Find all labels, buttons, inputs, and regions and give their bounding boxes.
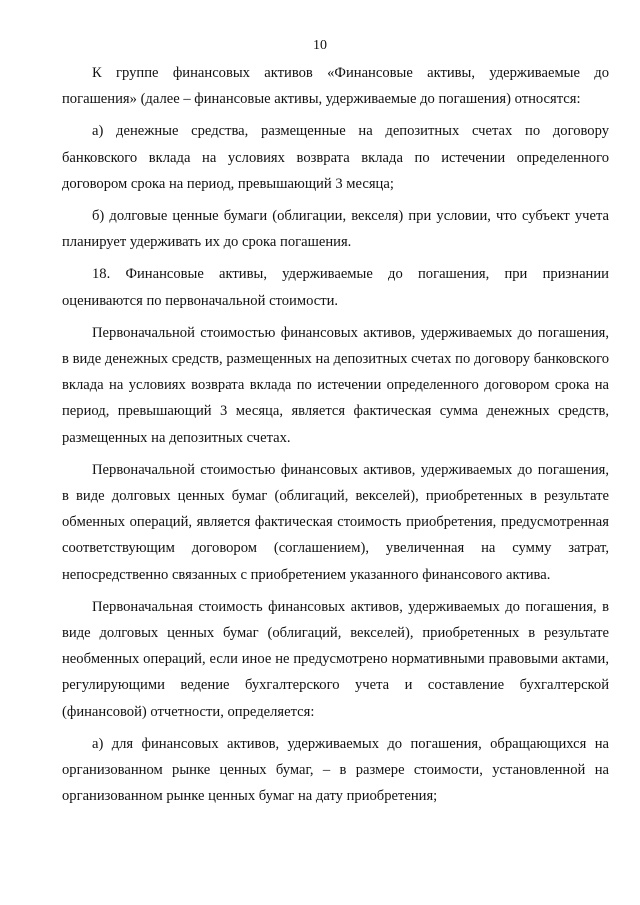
paragraph-initial-cost-exchange: Первоначальной стоимостью финансовых активов, удерживаемых до погашения, в виде долговых ценных бумаг (облигаций, векселей), приобретенных в результате обменных операций, является фактическая стоимость приобретения, предусмотренная соответствующим договором (соглашением), увеличенная на сумму затрат, непосредственно связанных с приобретением указанного финансового актива. — [62, 461, 609, 583]
paragraph-sub-item-a-market: а) для финансовых активов, удерживаемых до погашения, обращающихся на организованном рынке ценных бумаг, – в размере стоимости, установленной на организованном рынке ценных бумаг на дату приобретения; — [62, 735, 609, 805]
paragraph-initial-cost-deposits: Первоначальной стоимостью финансовых активов, удерживаемых до погашения, в виде денежных средств, размещенных на депозитных счетах по договору банковского вклада на условиях возврата вклада по истечении определенного договором срока на период, превышающий 3 месяца, является фактическая сумма денежных средств, размещенных на депозитных счетах. — [62, 324, 609, 446]
paragraph-item-a-deposits: а) денежные средства, размещенные на депозитных счетах по договору банковского вклада на условиях возврата вклада по истечении определенного договором срока на период, превышающий 3 месяца; — [62, 123, 609, 192]
document-body — [62, 60, 609, 811]
paragraph-intro: К группе финансовых активов «Финансовые активы, удерживаемые до погашения» (далее – финансовые активы, удерживаемые до погашения) относятся: — [62, 65, 609, 108]
page-number: 10 — [313, 38, 327, 53]
paragraph-item-b-securities: б) долговые ценные бумаги (облигации, векселя) при условии, что субъект учета планирует удерживать их до срока погашения. — [62, 208, 609, 251]
paragraph-clause-18: 18. Финансовые активы, удерживаемые до погашения, при признании оцениваются по первоначальной стоимости. — [62, 266, 609, 309]
paragraph-initial-cost-nonexchange: Первоначальная стоимость финансовых активов, удерживаемых до погашения, в виде долговых ценных бумаг (облигаций, векселей), приобретенных в результате необменных операций, если иное не предусмотрено нормативными правовыми актами, регулирующими ведение бухгалтерского учета и составление бухгалтерской (финансовой) отчетности, определяется: — [62, 598, 609, 720]
